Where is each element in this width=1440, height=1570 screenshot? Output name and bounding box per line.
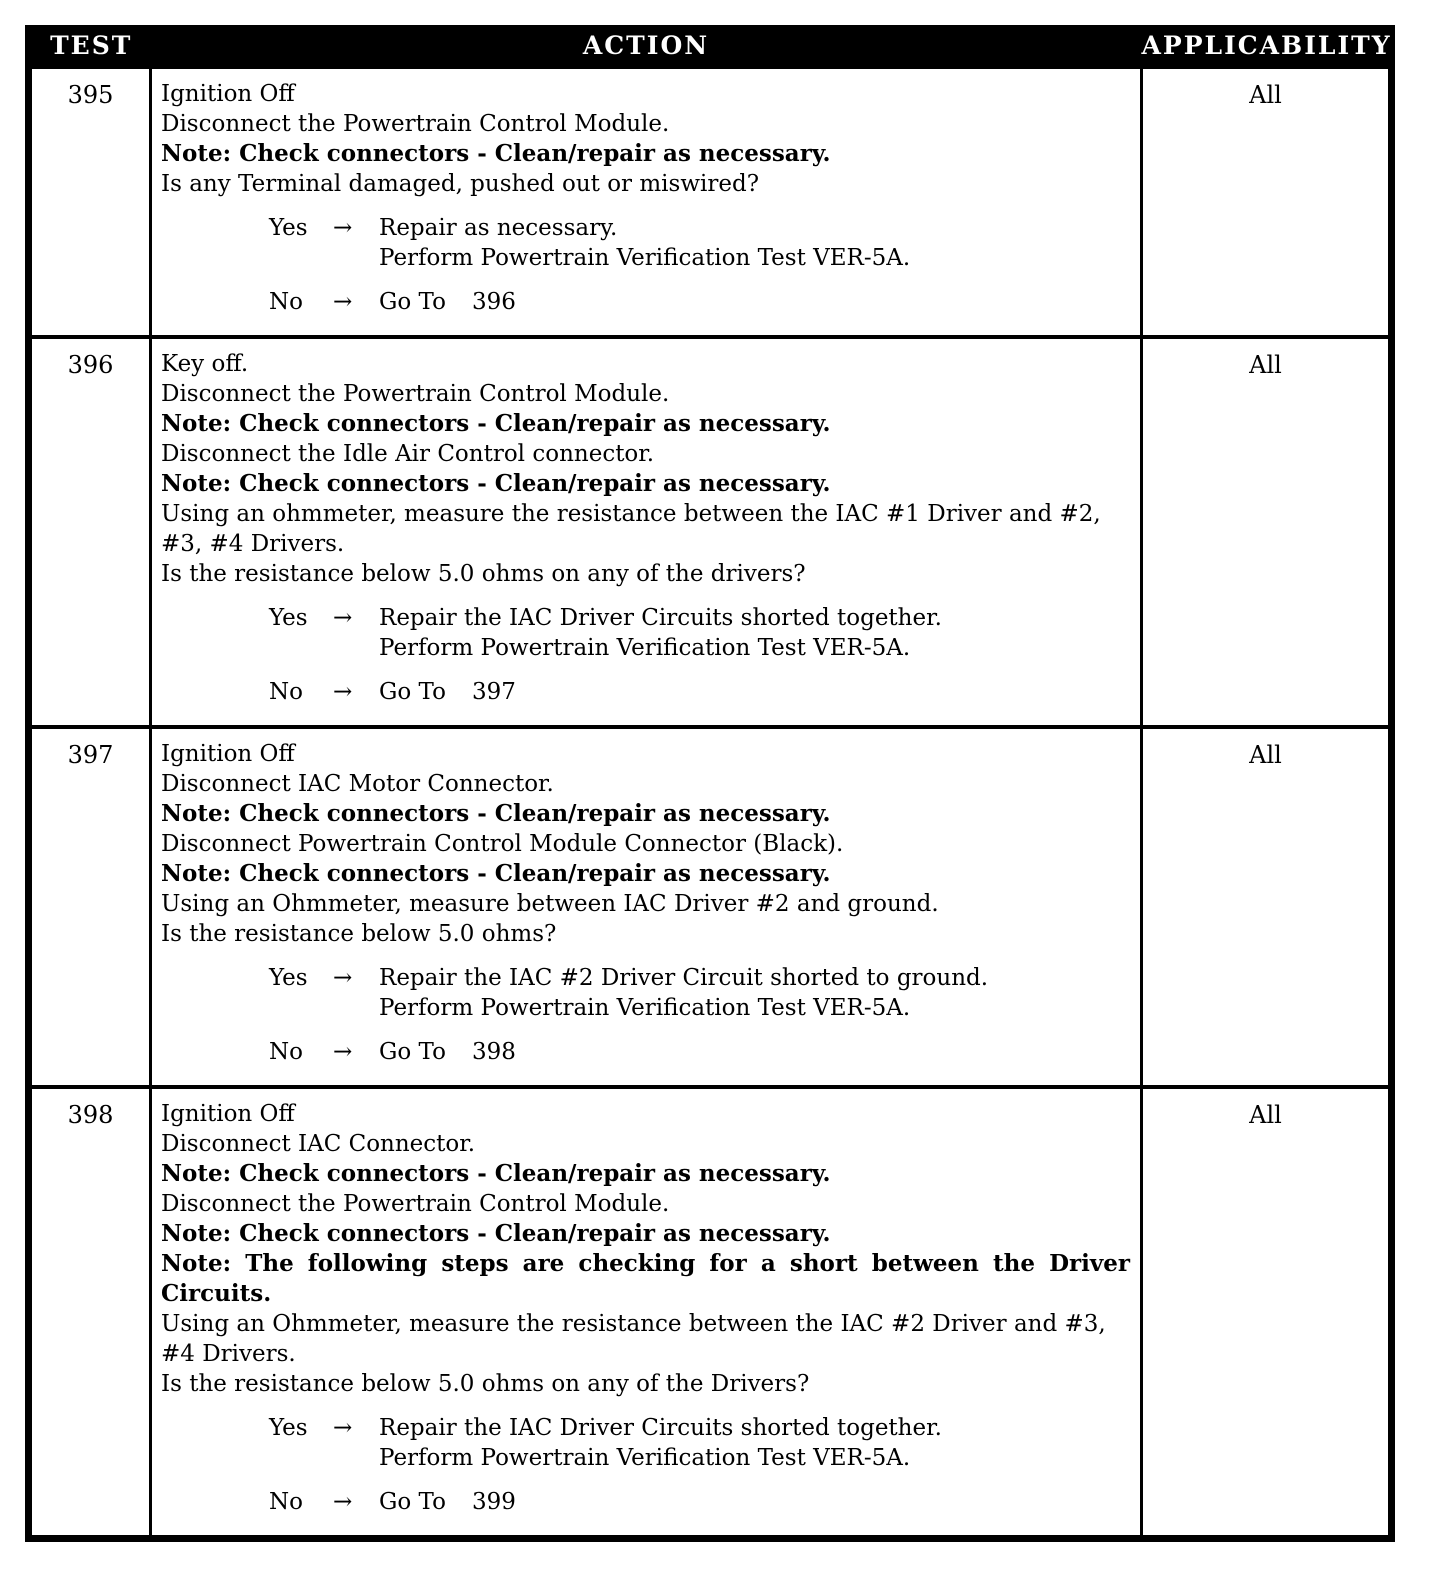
goto-label: Go To [379,679,446,705]
arrow-icon: → [333,1039,353,1065]
branch-answer: Yes [269,965,308,991]
test-number: 397 [29,727,151,1087]
test-number: 396 [29,337,151,727]
goto-line [379,677,1130,707]
decision-branches [269,1413,1130,1517]
action-line: Is the resistance below 5.0 ohms on any of the Drivers? [161,1371,810,1397]
action-line: Key off. [161,351,249,377]
action-note-line: Note: Check connectors - Clean/repair as necessary. [161,470,831,497]
branch-answer: Yes [269,605,308,631]
applicability-value: All [1142,1087,1392,1539]
branch-answer: No [269,1039,303,1065]
goto-label: Go To [379,289,446,315]
goto-target: 396 [471,289,516,315]
action-line: Disconnect the Idle Air Control connector. [161,441,655,467]
goto-label: Go To [379,1039,446,1065]
action-steps [161,1099,1130,1399]
applicability-value: All [1142,67,1392,337]
test-number: 395 [29,67,151,337]
branch-results [379,1487,1130,1517]
action-line: Is any Terminal damaged, pushed out or miswired? [161,171,760,197]
header-test: TEST [29,25,151,67]
diagnostic-test-table [25,25,1395,1542]
branch-answer: No [269,289,303,315]
action-note-line: Note: Check connectors - Clean/repair as necessary. [161,860,831,887]
action-line: Using an ohmmeter, measure the resistance between the IAC #1 Driver and #2, #3, #4 Drivers. [161,501,1101,557]
action-line: Disconnect IAC Motor Connector. [161,771,554,797]
branch-result-line: Repair as necessary. [379,215,618,241]
goto-line [379,287,1130,317]
action-line: Using an Ohmmeter, measure between IAC Driver #2 and ground. [161,891,939,917]
branch-yes [269,1413,1130,1473]
branch-no [269,677,1130,707]
branch-result-line: Repair the IAC Driver Circuits shorted together. [379,605,942,631]
arrow-icon: → [333,965,353,991]
action-line: Disconnect Powertrain Control Module Connector (Black). [161,831,844,857]
arrow-icon: → [333,289,353,315]
branch-result-line: Perform Powertrain Verification Test VER-5A. [379,245,911,271]
branch-no [269,1037,1130,1067]
action-note-line: Note: Check connectors - Clean/repair as necessary. [161,140,831,167]
decision-branches [269,963,1130,1067]
action-steps [161,349,1130,589]
arrow-icon: → [333,215,353,241]
action-note-line: Note: Check connectors - Clean/repair as necessary. [161,1220,831,1247]
header-action: ACTION [151,25,1142,67]
test-number: 398 [29,1087,151,1539]
test-row [29,727,1392,1087]
action-line: Disconnect IAC Connector. [161,1131,476,1157]
action-line: Disconnect the Powertrain Control Module. [161,381,670,407]
goto-target: 397 [471,679,516,705]
action-line: Disconnect the Powertrain Control Module. [161,1191,670,1217]
goto-line [379,1037,1130,1067]
branch-answer: No [269,679,303,705]
branch-yes [269,963,1130,1023]
action-line: Ignition Off [161,741,295,767]
action-note-line: Note: The following steps are checking for a short between the Driver Circuits. [161,1250,1130,1307]
branch-results [379,603,1130,663]
table-header-row [29,25,1392,67]
action-note-line: Note: Check connectors - Clean/repair as necessary. [161,800,831,827]
action-line: Using an Ohmmeter, measure the resistance between the IAC #2 Driver and #3, #4 Drivers. [161,1311,1106,1367]
action-cell [151,1087,1142,1539]
branch-result-line: Repair the IAC #2 Driver Circuit shorted to ground. [379,965,989,991]
action-cell [151,67,1142,337]
goto-target: 398 [471,1039,516,1065]
action-note-line: Note: Check connectors - Clean/repair as necessary. [161,1160,831,1187]
goto-line [379,1487,1130,1517]
decision-branches [269,603,1130,707]
test-row [29,337,1392,727]
action-line: Is the resistance below 5.0 ohms on any of the drivers? [161,561,806,587]
test-row [29,1087,1392,1539]
arrow-icon: → [333,1415,353,1441]
branch-answer: No [269,1489,303,1515]
goto-target: 399 [471,1489,516,1515]
header-applicability: APPLICABILITY [1142,25,1392,67]
branch-result-line: Repair the IAC Driver Circuits shorted together. [379,1415,942,1441]
branch-answer: Yes [269,215,308,241]
branch-results [379,1413,1130,1473]
branch-result-line: Perform Powertrain Verification Test VER-5A. [379,635,911,661]
branch-result-line: Perform Powertrain Verification Test VER-5A. [379,1445,911,1471]
branch-results [379,287,1130,317]
branch-yes [269,603,1130,663]
branch-answer: Yes [269,1415,308,1441]
branch-yes [269,213,1130,273]
branch-no [269,287,1130,317]
arrow-icon: → [333,1489,353,1515]
branch-results [379,213,1130,273]
branch-results [379,677,1130,707]
arrow-icon: → [333,679,353,705]
applicability-value: All [1142,337,1392,727]
branch-results [379,1037,1130,1067]
decision-branches [269,213,1130,317]
applicability-value: All [1142,727,1392,1087]
branch-results [379,963,1130,1023]
action-cell [151,337,1142,727]
goto-label: Go To [379,1489,446,1515]
action-note-line: Note: Check connectors - Clean/repair as necessary. [161,410,831,437]
action-line: Is the resistance below 5.0 ohms? [161,921,557,947]
test-row [29,67,1392,337]
action-line: Disconnect the Powertrain Control Module. [161,111,670,137]
action-steps [161,739,1130,949]
action-line: Ignition Off [161,81,295,107]
action-line: Ignition Off [161,1101,295,1127]
action-steps [161,79,1130,199]
branch-no [269,1487,1130,1517]
branch-result-line: Perform Powertrain Verification Test VER-5A. [379,995,911,1021]
action-cell [151,727,1142,1087]
arrow-icon: → [333,605,353,631]
